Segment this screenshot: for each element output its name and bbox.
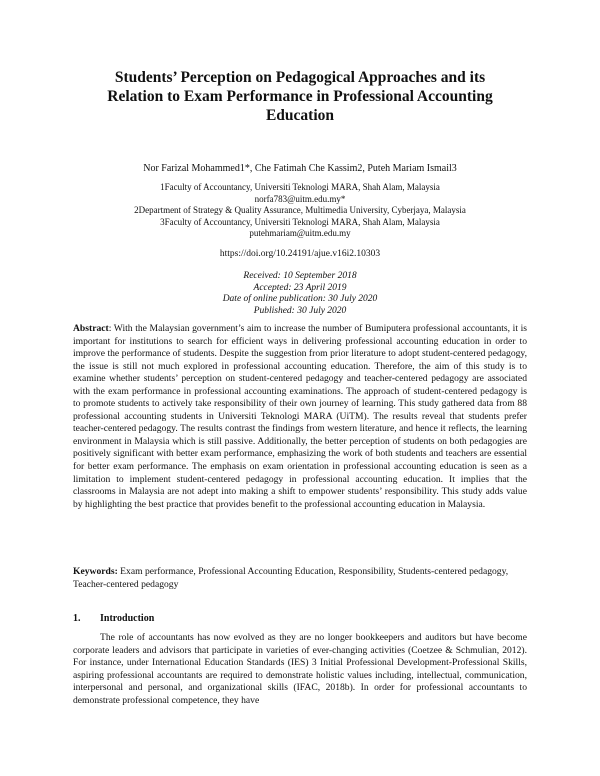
affiliation-3: 3Faculty of Accountancy, Universiti Teknologi MARA, Shah Alam, Malaysia <box>160 216 440 227</box>
section-number: 1. <box>73 613 81 624</box>
abstract-text: : With the Malaysian government’s aim to increase the number of Bumiputera professional accountants, it is important for institutions to search for efficient ways in delivering professional accounting education in order to improve the performance of students. Despite the suggestion from prior literature to adopt student-centered pedagogy, the issue is still not much explored in professional accounting education. Therefore, the aim of this study is to examine whether students’ perception on student-centered pedagogy and teacher-centered pedagogy are associated with the exam performance in professional accounting examinations. The approach of student-centered pedagogy is to promote students to actively take responsibility of their own journey of learning. This study gathered data from 88 professional accounting students in Universiti Teknologi MARA (UiTM). The results reveal that students prefer teacher-centered pedagogy. The results contrast the findings from western literature, and hence it reflects, the learning environment in Malaysia which is still passive. Additionally, the better perception of students on both pedagogies are positively significant with better exam performance, emphasizing the work of both students and teachers are essential for better exam performance. The emphasis on exam orientation in professional accounting education is seen as a limitation to implement student-centered pedagogy in professional accounting education. It implies that the classrooms in Malaysia are not adept into making a shift to empower students’ responsibility. This study adds value by highlighting the best practice that provides benefit to the professional accounting education in Malaysia. <box>73 323 527 510</box>
paper-title <box>80 68 520 125</box>
online-date: Date of online publication: 30 July 2020 <box>222 294 378 304</box>
section-title: Introduction <box>100 613 155 624</box>
introduction-paragraph: The role of accountants has now evolved as they are no longer bookkeepers and auditors but have become corporate leaders and advisors that participate in varieties of ever-changing activities (Coetzee & Schmulian, 2012). For instance, under International Education Standards (IES) 3 Initial Professional Development-Professional Skills, aspiring professional accountants are required to demonstrate holistic values including, intellectual, communication, interpersonal and personal, and organizational skills (IFAC, 2018b). In order for professional accountants to demonstrate professional competence, they have <box>73 632 527 706</box>
author-email-1: norfa783@uitm.edu.my* <box>254 193 346 204</box>
keywords-text: Exam performance, Professional Accounting Education, Responsibility, Students-centered pedagogy, Teacher-centered pedagogy <box>73 566 509 590</box>
abstract <box>73 323 527 511</box>
received-date: Received: 10 September 2018 <box>243 271 357 281</box>
author-email-3: putehmariam@uitm.edu.my <box>249 228 351 238</box>
accepted-date: Accepted: 23 April 2019 <box>253 282 347 293</box>
author-list: Nor Farizal Mohammed1*, Che Fatimah Che Kassim2, Puteh Mariam Ismail3 <box>143 163 457 174</box>
published-date: Published: 30 July 2020 <box>253 305 347 316</box>
title-line-2: Relation to Exam Performance in Professional Accounting <box>107 88 493 105</box>
affiliations <box>0 182 600 240</box>
abstract-label: Abstract <box>73 323 109 334</box>
publication-dates <box>0 271 600 317</box>
keywords-label: Keywords: <box>73 566 118 577</box>
section-heading <box>73 613 527 624</box>
doi-link[interactable]: https://doi.org/10.24191/ajue.v16i2.10303 <box>219 249 381 259</box>
affiliation-2: 2Department of Strategy & Quality Assurance, Multimedia University, Cyberjaya, Malaysia <box>134 205 466 215</box>
affiliation-1: 1Faculty of Accountancy, Universiti Teknologi MARA, Shah Alam, Malaysia <box>160 182 440 192</box>
title-line-1: Students’ Perception on Pedagogical Approaches and its <box>114 69 486 86</box>
keywords <box>73 566 527 591</box>
title-line-3: Education <box>265 107 335 124</box>
